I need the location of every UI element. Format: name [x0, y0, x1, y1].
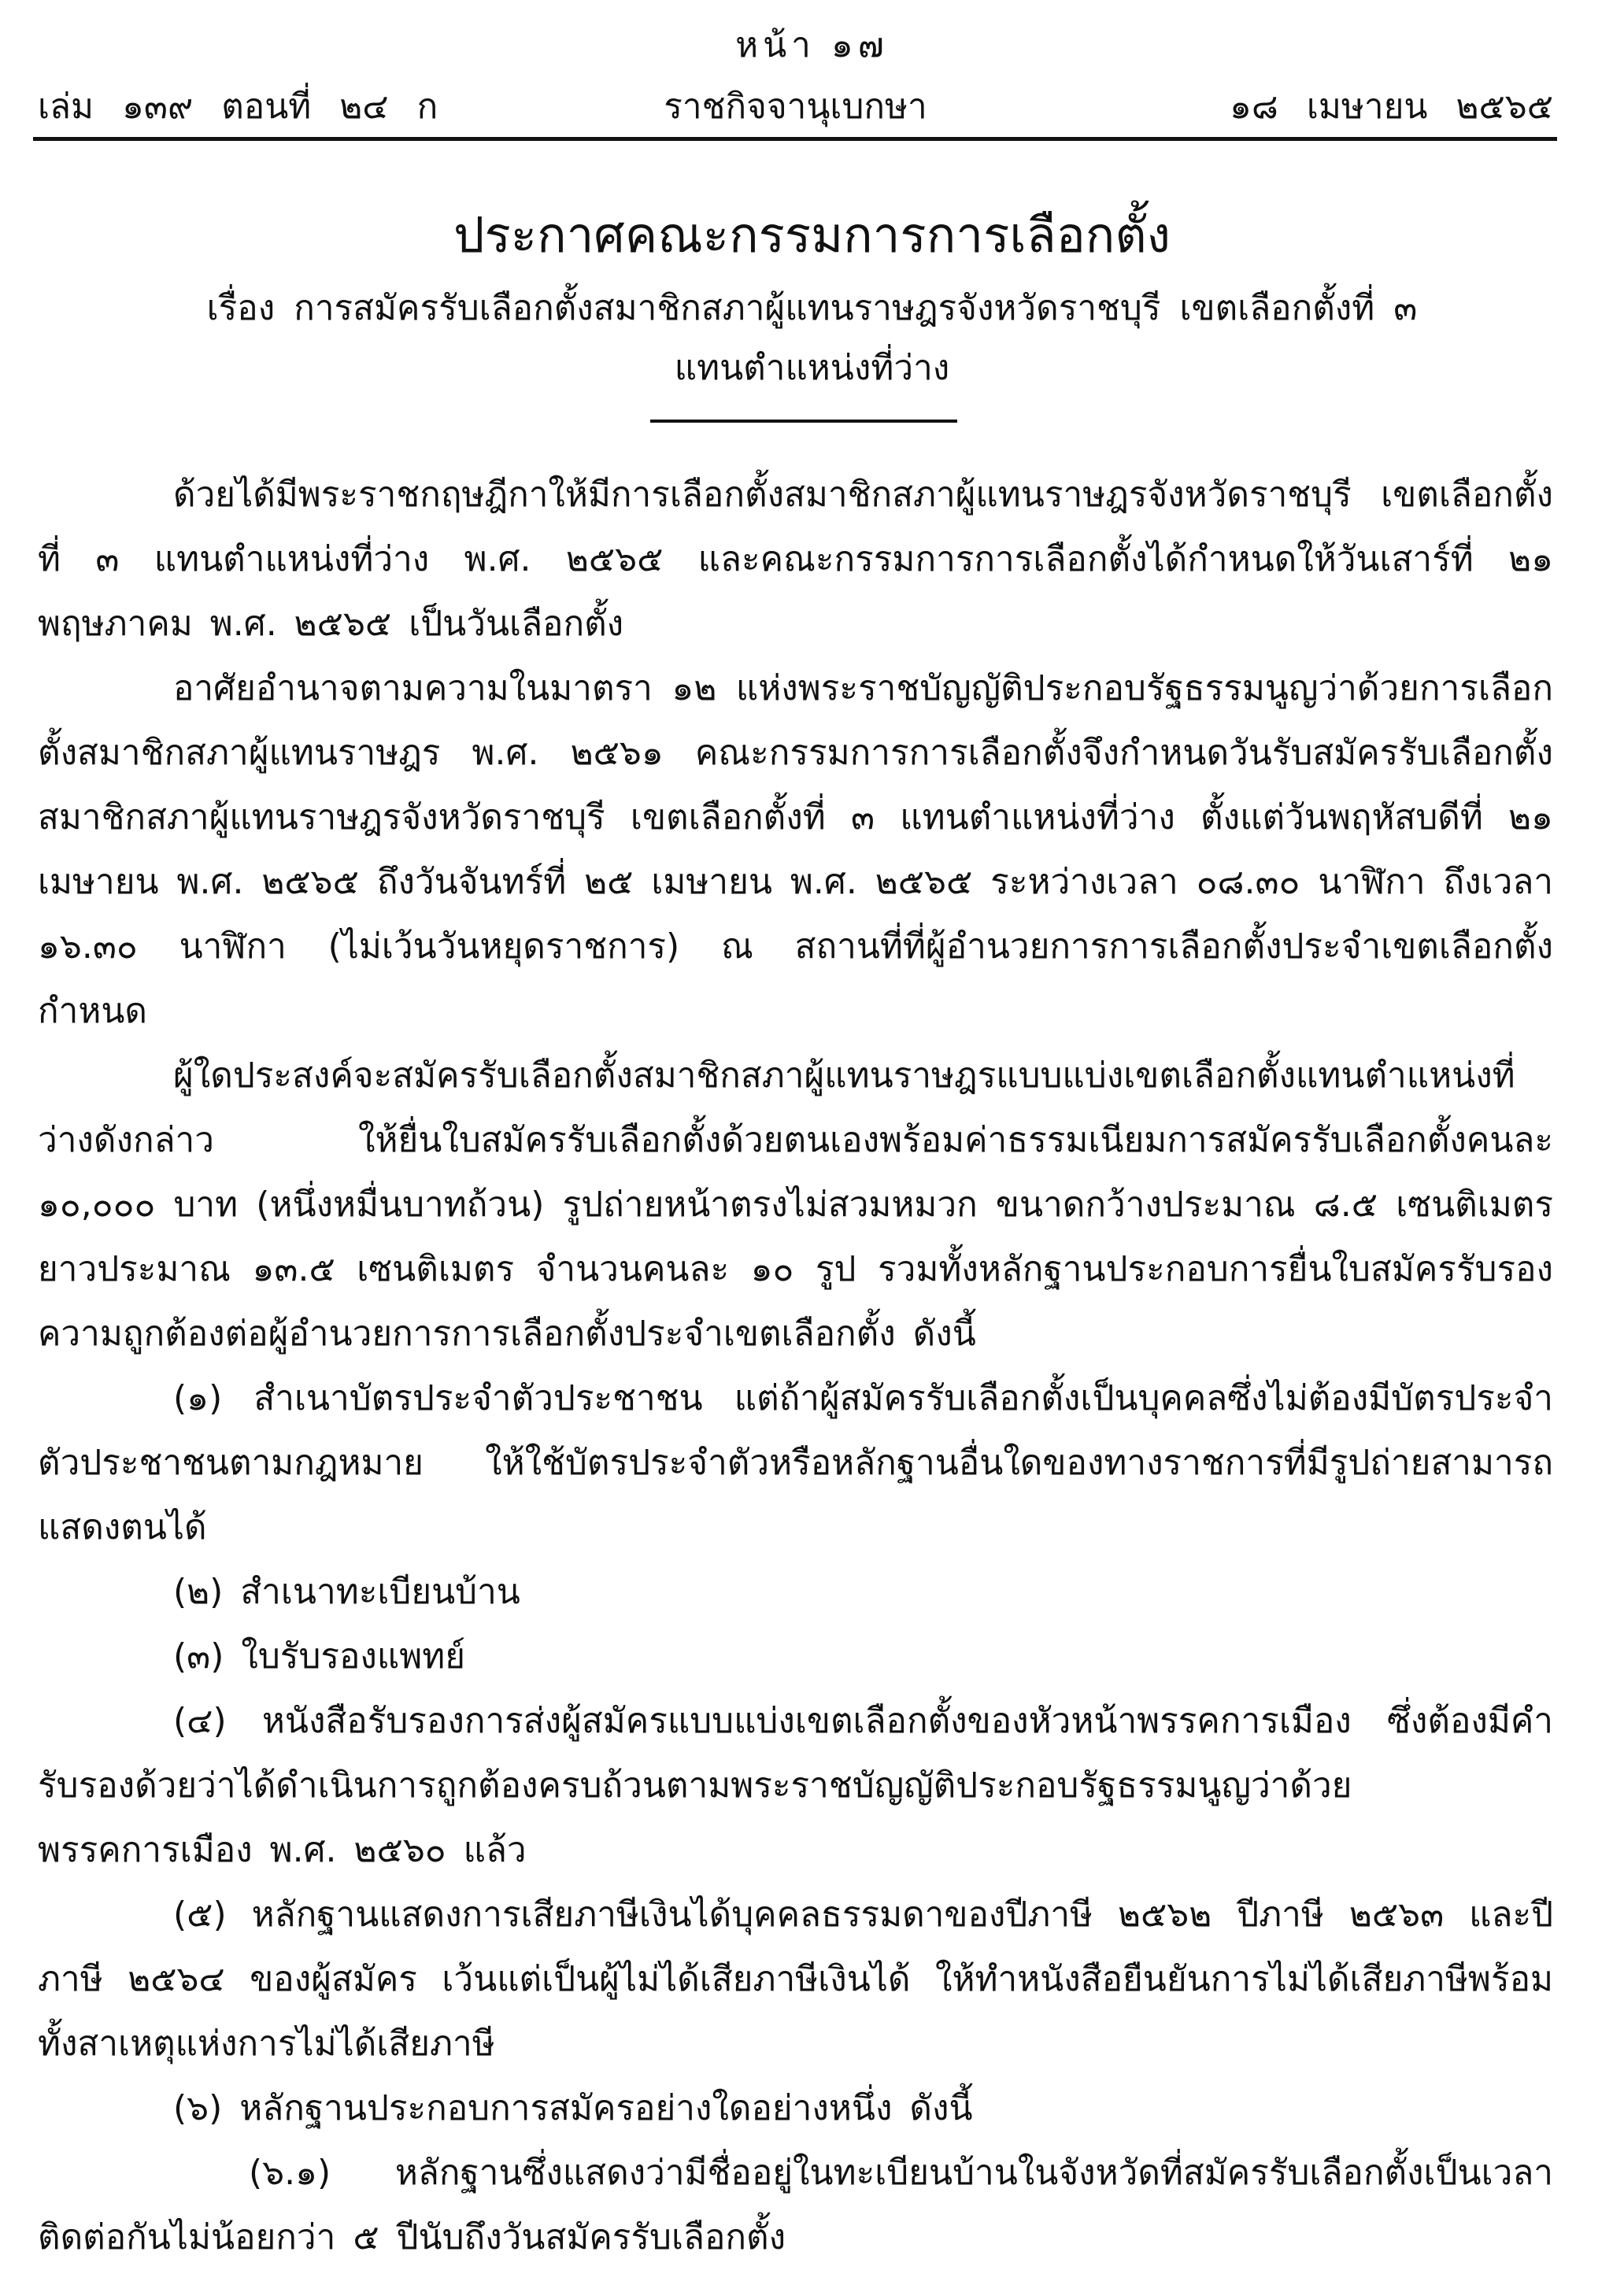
requirement-item-4 — [38, 1689, 1553, 1883]
requirement-text: (๕) หลักฐานแสดงการเสียภาษีเงินได้บุคคลธรรมดาของปีภาษี ๒๕๖๒ ปีภาษี ๒๕๖๓ และปีภาษี ๒๕๖๔ ของผู้สมัคร เว้นแต่เป็นผู้ไม่ได้เสียภาษีเงินได้ ให้ทำหนังสือยืนยันการไม่ได้เสียภาษีพร้อมทั้งสาเหตุแห่งการไม่ได้เสียภาษี — [38, 1895, 1554, 2064]
requirement-text: (๑) สำเนาบัตรประจำตัวประชาชน แต่ถ้าผู้สมัครรับเลือกตั้งเป็นบุคคลซึ่งไม่ต้องมีบัตรประจำตัวประชาชนตามกฎหมาย ให้ใช้บัตรประจำตัวหรือหลักฐานอื่นใดของทางราชการที่มีรูปถ่ายสามารถแสดงตนได้ — [38, 1378, 1553, 1547]
paragraph-application-period — [38, 656, 1553, 1044]
title-divider — [650, 420, 957, 423]
gazette-header — [38, 79, 1553, 129]
paragraph-application-requirements — [38, 1044, 1553, 1366]
requirement-item-6 — [38, 2076, 1553, 2141]
requirement-item-5 — [38, 1883, 1553, 2076]
requirement-item-1 — [38, 1366, 1553, 1560]
document-body — [38, 463, 1553, 2270]
requirement-text: (๓) ใบรับรองแพทย์ — [173, 1636, 466, 1677]
document-title: ประกาศคณะกรรมการการเลือกตั้ง — [453, 206, 1171, 264]
subject-line-2: แทนตำแหน่งที่ว่าง — [674, 348, 950, 388]
paragraph-text: ผู้ใดประสงค์จะสมัครรับเลือกตั้งสมาชิกสภาผู้แทนราษฎรแบบแบ่งเขตเลือกตั้งแทนตำแหน่งที่ว่างดังกล่าว ให้ยื่นใบสมัครรับเลือกตั้งด้วยตนเองพร้อมค่าธรรมเนียมการสมัครรับเลือกตั้งคนละ ๑๐,๐๐๐ บาท (หนึ่งหมื่นบาทถ้วน) รูปถ่ายหน้าตรงไม่สวมหมวก ขนาดกว้างประมาณ ๘.๕ เซนติเมตร ยาวประมาณ ๑๓.๕ เซนติเมตร จำนวนคนละ ๑๐ รูป รวมทั้งหลักฐานประกอบการยื่นใบสมัครรับรองความถูกต้องต่อผู้อำนวยการการเลือกตั้งประจำเขตเลือกตั้ง ดังนี้ — [38, 1056, 1553, 1354]
requirement-text: (๔) หนังสือรับรองการส่งผู้สมัครแบบแบ่งเขตเลือกตั้งของหัวหน้าพรรคการเมือง ซึ่งต้องมีคำรับรองด้วยว่าได้ดำเนินการถูกต้องครบถ้วนตามพระราชบัญญัติประกอบรัฐธรรมนูญว่าด้วยพรรคการเมือง พ.ศ. ๒๕๖๐ แล้ว — [38, 1701, 1553, 1870]
requirement-text: (๖) หลักฐานประกอบการสมัครอย่างใดอย่างหนึ่ง ดังนี้ — [173, 2088, 973, 2128]
header-divider — [33, 137, 1557, 141]
requirement-item-3 — [38, 1625, 1553, 1689]
volume-issue: เล่ม ๑๓๙ ตอนที่ ๒๔ ก — [38, 87, 438, 127]
paragraph-text: อาศัยอำนาจตามความในมาตรา ๑๒ แห่งพระราชบัญญัติประกอบรัฐธรรมนูญว่าด้วยการเลือกตั้งสมาชิกสภาผู้แทนราษฎร พ.ศ. ๒๕๖๑ คณะกรรมการการเลือกตั้งจึงกำหนดวันรับสมัครรับเลือกตั้งสมาชิกสภาผู้แทนราษฎรจังหวัดราชบุรี เขตเลือกตั้งที่ ๓ แทนตำแหน่งที่ว่าง ตั้งแต่วันพฤหัสบดีที่ ๒๑ เมษายน พ.ศ. ๒๕๖๕ ถึงวันจันทร์ที่ ๒๕ เมษายน พ.ศ. ๒๕๖๕ ระหว่างเวลา ๐๘.๓๐ นาฬิกา ถึงเวลา ๑๖.๓๐ นาฬิกา (ไม่เว้นวันหยุดราชการ) ณ สถานที่ที่ผู้อำนวยการการเลือกตั้งประจำเขตเลือกตั้งกำหนด — [38, 668, 1553, 1031]
requirement-item-6-1 — [38, 2141, 1553, 2270]
page-number: หน้า ๑๗ — [735, 25, 889, 65]
paragraph-election-decree — [38, 463, 1553, 656]
publication-name: ราชกิจจานุเบกษา — [664, 87, 927, 127]
requirement-text: (๒) สำเนาทะเบียนบ้าน — [173, 1572, 520, 1612]
subject-line-1: เรื่อง การสมัครรับเลือกตั้งสมาชิกสภาผู้แทนราษฎรจังหวัดราชบุรี เขตเลือกตั้งที่ ๓ — [206, 288, 1418, 328]
requirement-item-2 — [38, 1560, 1553, 1625]
paragraph-text: ด้วยได้มีพระราชกฤษฎีกาให้มีการเลือกตั้งสมาชิกสภาผู้แทนราษฎรจังหวัดราชบุรี เขตเลือกตั้งที่ ๓ แทนตำแหน่งที่ว่าง พ.ศ. ๒๕๖๕ และคณะกรรมการการเลือกตั้งได้กำหนดให้วันเสาร์ที่ ๒๑ พฤษภาคม พ.ศ. ๒๕๖๕ เป็นวันเลือกตั้ง — [38, 475, 1553, 644]
requirement-text: (๖.๑) หลักฐานซึ่งแสดงว่ามีชื่ออยู่ในทะเบียนบ้านในจังหวัดที่สมัครรับเลือกตั้งเป็นเวลาติดต่อกันไม่น้อยกว่า ๕ ปีนับถึงวันสมัครรับเลือกตั้ง — [38, 2153, 1553, 2257]
publication-date: ๑๘ เมษายน ๒๕๖๕ — [1230, 87, 1553, 127]
